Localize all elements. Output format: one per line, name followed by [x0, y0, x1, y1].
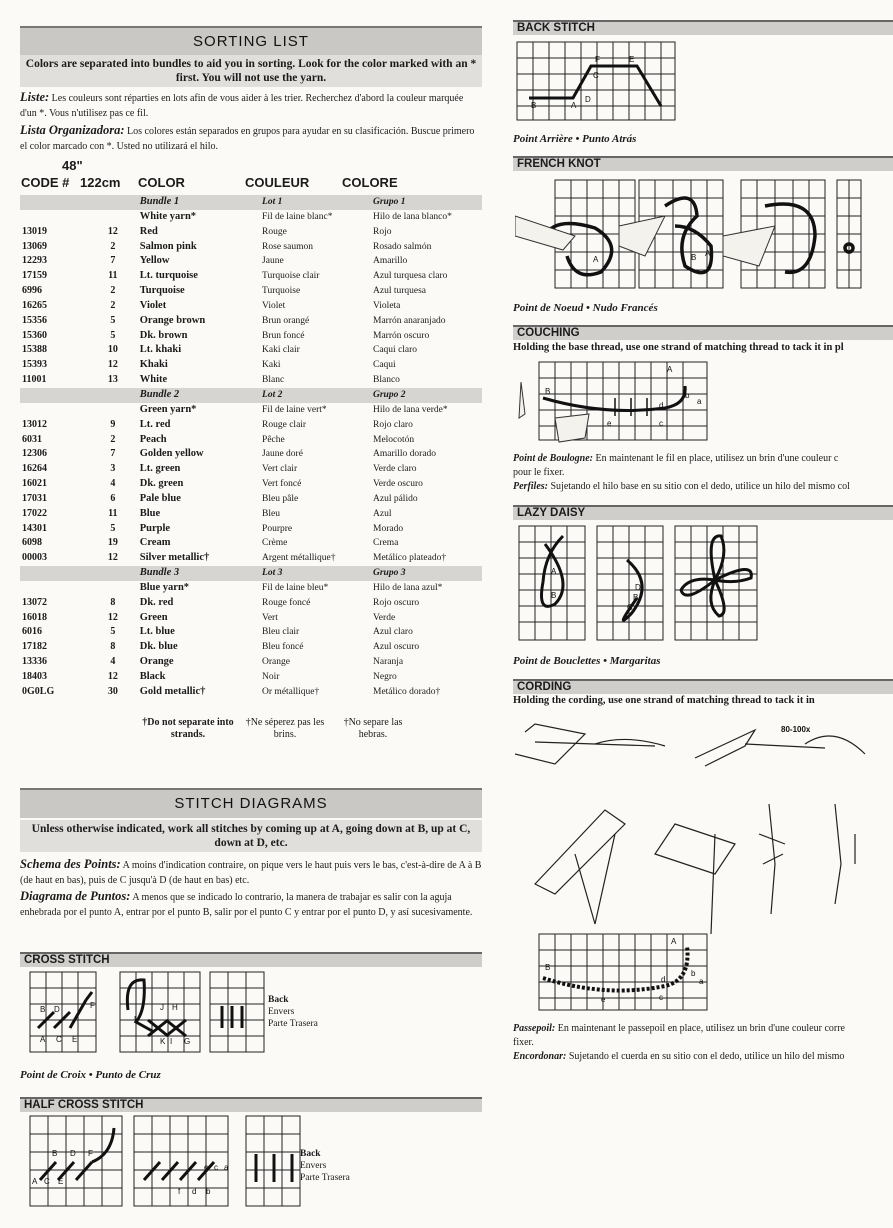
- svg-text:A: A: [705, 249, 711, 258]
- svg-text:A: A: [32, 1177, 38, 1186]
- svg-text:B: B: [691, 253, 697, 262]
- bundle-marker-row: Blue yarn* Fil de laine bleu* Hilo de lana azul*: [139, 581, 443, 593]
- svg-text:a: a: [697, 397, 702, 406]
- color-row: 13072 8 Dk. red Rouge foncé Rojo oscuro: [22, 596, 420, 608]
- svg-text:B: B: [531, 101, 537, 110]
- french-knot-diagram: [515, 176, 893, 294]
- cross-back-labels: Back Envers Parte Trasera: [268, 995, 318, 1029]
- svg-text:A: A: [593, 255, 599, 264]
- note-es: †No separe las hebras.: [343, 717, 403, 740]
- bundle-header: Bundle 2 Lot 2 Grupo 2: [20, 388, 482, 403]
- svg-text:c: c: [659, 993, 663, 1002]
- svg-text:E: E: [58, 1177, 64, 1186]
- svg-text:b: b: [691, 969, 696, 978]
- svg-text:J: J: [160, 1003, 164, 1012]
- half-cross-title: HALF CROSS STITCH: [20, 1097, 482, 1112]
- color-row: 15360 5 Dk. brown Brun foncé Marrón oscuro: [22, 329, 430, 341]
- french-knot-title: FRENCH KNOT: [513, 156, 893, 171]
- svg-text:G: G: [184, 1037, 191, 1046]
- stitch-diagrams-title: STITCH DIAGRAMS: [20, 788, 482, 818]
- stitch-intro-fr: Schema des Points: A moins d'indication contraire, on pique vers le haut puis vers le bas, c'est-à-dire de A à B (de haut en bas), puis de C jusqu'à D (de haut en bas) etc.: [20, 857, 482, 886]
- cross-stitch-title: CROSS STITCH: [20, 952, 482, 967]
- couching-fr: Point de Boulogne: En maintenant le fil en place, utilisez un brin d'une couleur c pour le fixer. Perfiles: Sujetando el hilo base en su sitio con el dedo, utilice un hilo del mismo col: [513, 453, 850, 492]
- color-row: 15388 10 Lt. khaki Kaki clair Caqui claro: [22, 344, 418, 356]
- svg-text:B: B: [545, 963, 551, 972]
- color-row: 18403 12 Black Noir Negro: [22, 671, 397, 682]
- svg-text:F: F: [90, 1001, 95, 1010]
- svg-text:f: f: [178, 1187, 181, 1196]
- color-row: 12293 7 Yellow Jaune Amarillo: [22, 255, 408, 267]
- color-row: 13012 9 Lt. red Rouge clair Rojo claro: [22, 418, 413, 430]
- color-row: 17182 8 Dk. blue Bleu foncé Azul oscuro: [22, 641, 420, 653]
- svg-text:d: d: [661, 975, 666, 984]
- svg-text:D: D: [70, 1149, 76, 1158]
- cording-title: CORDING: [513, 679, 893, 694]
- color-row: 16018 12 Green Vert Verde: [22, 611, 396, 623]
- lazy-daisy-caption: Point de Bouclettes • Margaritas: [513, 655, 661, 667]
- svg-text:B: B: [40, 1005, 46, 1014]
- sorting-intro-en: Colors are separated into bundles to aid you in sorting. Look for the color marked with an * first. You will not use the yarn.: [20, 55, 482, 87]
- header-couleur: COULEUR: [245, 175, 310, 190]
- bundle-header: Bundle 1 Lot 1 Grupo 1: [20, 195, 482, 210]
- svg-text:A: A: [667, 365, 673, 374]
- svg-text:C: C: [56, 1035, 62, 1044]
- french-knot-caption: Point de Noeud • Nudo Francés: [513, 302, 658, 314]
- color-row: 15393 12 Khaki Kaki Caqui: [22, 359, 396, 371]
- svg-text:F: F: [88, 1149, 93, 1158]
- sorting-list-title: SORTING LIST: [20, 26, 482, 56]
- color-row: 13019 12 Red Rouge Rojo: [22, 225, 392, 237]
- svg-text:c: c: [659, 419, 663, 428]
- back-stitch-title: BACK STITCH: [513, 20, 893, 35]
- couching-instructions: Holding the base thread, use one strand of matching thread to tack it in pl: [513, 342, 844, 353]
- sorting-intro-fr: Liste: Les couleurs sont réparties en lots afin de vous aider à les trier. Recherchez d'abord la couleur marquée d'un *. Vous n'utilisez pas ce fil.: [20, 90, 464, 119]
- svg-text:I: I: [170, 1037, 173, 1046]
- svg-text:D: D: [585, 95, 591, 104]
- svg-text:C: C: [593, 71, 599, 80]
- color-row: 00003 12 Silver metallic† Argent métallique† Metálico plateado†: [22, 552, 447, 564]
- svg-text:E: E: [72, 1035, 78, 1044]
- note-en: †Do not separate into strands.: [142, 717, 234, 740]
- svg-text:B: B: [633, 593, 639, 602]
- svg-text:K: K: [160, 1037, 166, 1046]
- svg-text:A: A: [551, 567, 557, 576]
- svg-text:A: A: [571, 101, 577, 110]
- color-row: 14301 5 Purple Pourpre Morado: [22, 522, 404, 534]
- svg-text:C: C: [44, 1177, 50, 1186]
- color-row: 6996 2 Turquoise Turquoise Azul turquesa: [22, 285, 427, 297]
- color-row: 16265 2 Violet Violet Violeta: [22, 299, 401, 311]
- header-size-top: 48": [62, 158, 83, 173]
- svg-text:H: H: [172, 1003, 178, 1012]
- svg-text:e: e: [601, 995, 606, 1004]
- cross-caption: Point de Croix • Punto de Cruz: [20, 1069, 161, 1081]
- stitch-intro-en: Unless otherwise indicated, work all stitches by coming up at A, going down at B, up at C, down at D, etc.: [20, 820, 482, 852]
- svg-text:A: A: [40, 1035, 46, 1044]
- bundle-marker-row: White yarn* Fil de laine blanc* Hilo de lana blanco*: [139, 210, 452, 222]
- header-size: 122cm: [80, 175, 121, 190]
- color-row: 13069 2 Salmon pink Rose saumon Rosado salmón: [22, 240, 432, 252]
- lazy-daisy-diagram: [515, 524, 765, 644]
- svg-text:D: D: [54, 1005, 60, 1014]
- back-stitch-caption: Point Arrière • Punto Atrás: [513, 133, 637, 145]
- svg-text:A: A: [671, 937, 677, 946]
- svg-text:B: B: [545, 387, 551, 396]
- svg-text:b: b: [685, 391, 690, 400]
- color-row: 16264 3 Lt. green Vert clair Verde claro: [22, 463, 417, 475]
- svg-text:a: a: [224, 1163, 229, 1172]
- half-cross-diagram: [28, 1114, 338, 1210]
- color-row: 13336 4 Orange Orange Naranja: [22, 656, 404, 668]
- svg-text:E: E: [629, 55, 635, 64]
- svg-text:F: F: [595, 55, 600, 64]
- svg-text:a: a: [699, 977, 704, 986]
- sorting-intro-es: Lista Organizadora: Los colores están separados en grupos para ayudar en su clasificación. Buscue primero el color marcado con *. Usted no utilizará el hilo.: [20, 123, 475, 152]
- cording-twist-label: 80-100x: [781, 725, 811, 734]
- cording-diagram: [515, 714, 893, 1014]
- lazy-daisy-title: LAZY DAISY: [513, 505, 893, 520]
- color-row: 11001 13 White Blanc Blanco: [22, 374, 400, 386]
- color-row: 15356 5 Orange brown Brun orangé Marrón anaranjado: [22, 314, 446, 326]
- back-stitch-diagram: [515, 40, 695, 124]
- header-code: CODE #: [21, 175, 70, 190]
- cording-instructions: Holding the cording, use one strand of matching thread to tack it in: [513, 695, 815, 706]
- svg-text:e: e: [607, 419, 612, 428]
- color-row: 17031 6 Pale blue Bleu pâle Azul pálido: [22, 492, 418, 504]
- right-column: [513, 0, 893, 1228]
- header-color: COLOR: [138, 175, 185, 190]
- color-row: 17159 11 Lt. turquoise Turquoise clair Azul turquesa claro: [22, 270, 448, 282]
- svg-text:d: d: [659, 401, 664, 410]
- svg-text:D: D: [635, 583, 641, 592]
- color-row: 12306 7 Golden yellow Jaune doré Amarillo dorado: [22, 448, 437, 460]
- bundle-marker-row: Green yarn* Fil de laine vert* Hilo de lana verde*: [139, 403, 448, 415]
- svg-text:C: C: [627, 603, 633, 612]
- header-colore: COLORE: [342, 175, 398, 190]
- bundle-header: Bundle 3 Lot 3 Grupo 3: [20, 566, 482, 581]
- stitch-intro-es: Diagrama de Puntos: A menos que se indicado lo contrario, la manera de trabajar es salir con la aguja enhebrada por el punto A, entrar por el punto B, salir por el punto C y entrar por el punto D, y así sucesivamente.: [20, 889, 473, 918]
- color-row: 17022 11 Blue Bleu Azul: [22, 507, 392, 519]
- svg-text:L: L: [134, 1015, 139, 1024]
- svg-text:B: B: [551, 591, 557, 600]
- sorting-table: [20, 195, 482, 700]
- note-fr: †Ne séperez pas les brins.: [245, 717, 325, 740]
- color-row: 0G0LG 30 Gold metallic† Or métallique† Metálico dorado†: [22, 685, 441, 697]
- svg-text:c: c: [214, 1163, 218, 1172]
- couching-diagram: [515, 358, 725, 446]
- half-back-labels: Back Envers Parte Trasera: [300, 1149, 350, 1183]
- svg-text:b: b: [206, 1187, 211, 1196]
- color-row: 6098 19 Cream Crème Crema: [22, 537, 399, 549]
- svg-text:B: B: [52, 1149, 58, 1158]
- cording-fr: Passepoil: En maintenant le passepoil en place, utilisez un brin d'une couleur corre fixer. Encordonar: Sujetando el cuerda en su sitio con el dedo, utilice un hilo del mismo: [513, 1023, 845, 1062]
- color-row: 6031 2 Peach Pêche Melocotón: [22, 433, 415, 445]
- svg-text:d: d: [192, 1187, 197, 1196]
- svg-text:e: e: [204, 1163, 209, 1172]
- couching-title: COUCHING: [513, 325, 893, 340]
- color-row: 16021 4 Dk. green Vert foncé Verde oscuro: [22, 478, 423, 490]
- color-row: 6016 5 Lt. blue Bleu clair Azul claro: [22, 626, 413, 638]
